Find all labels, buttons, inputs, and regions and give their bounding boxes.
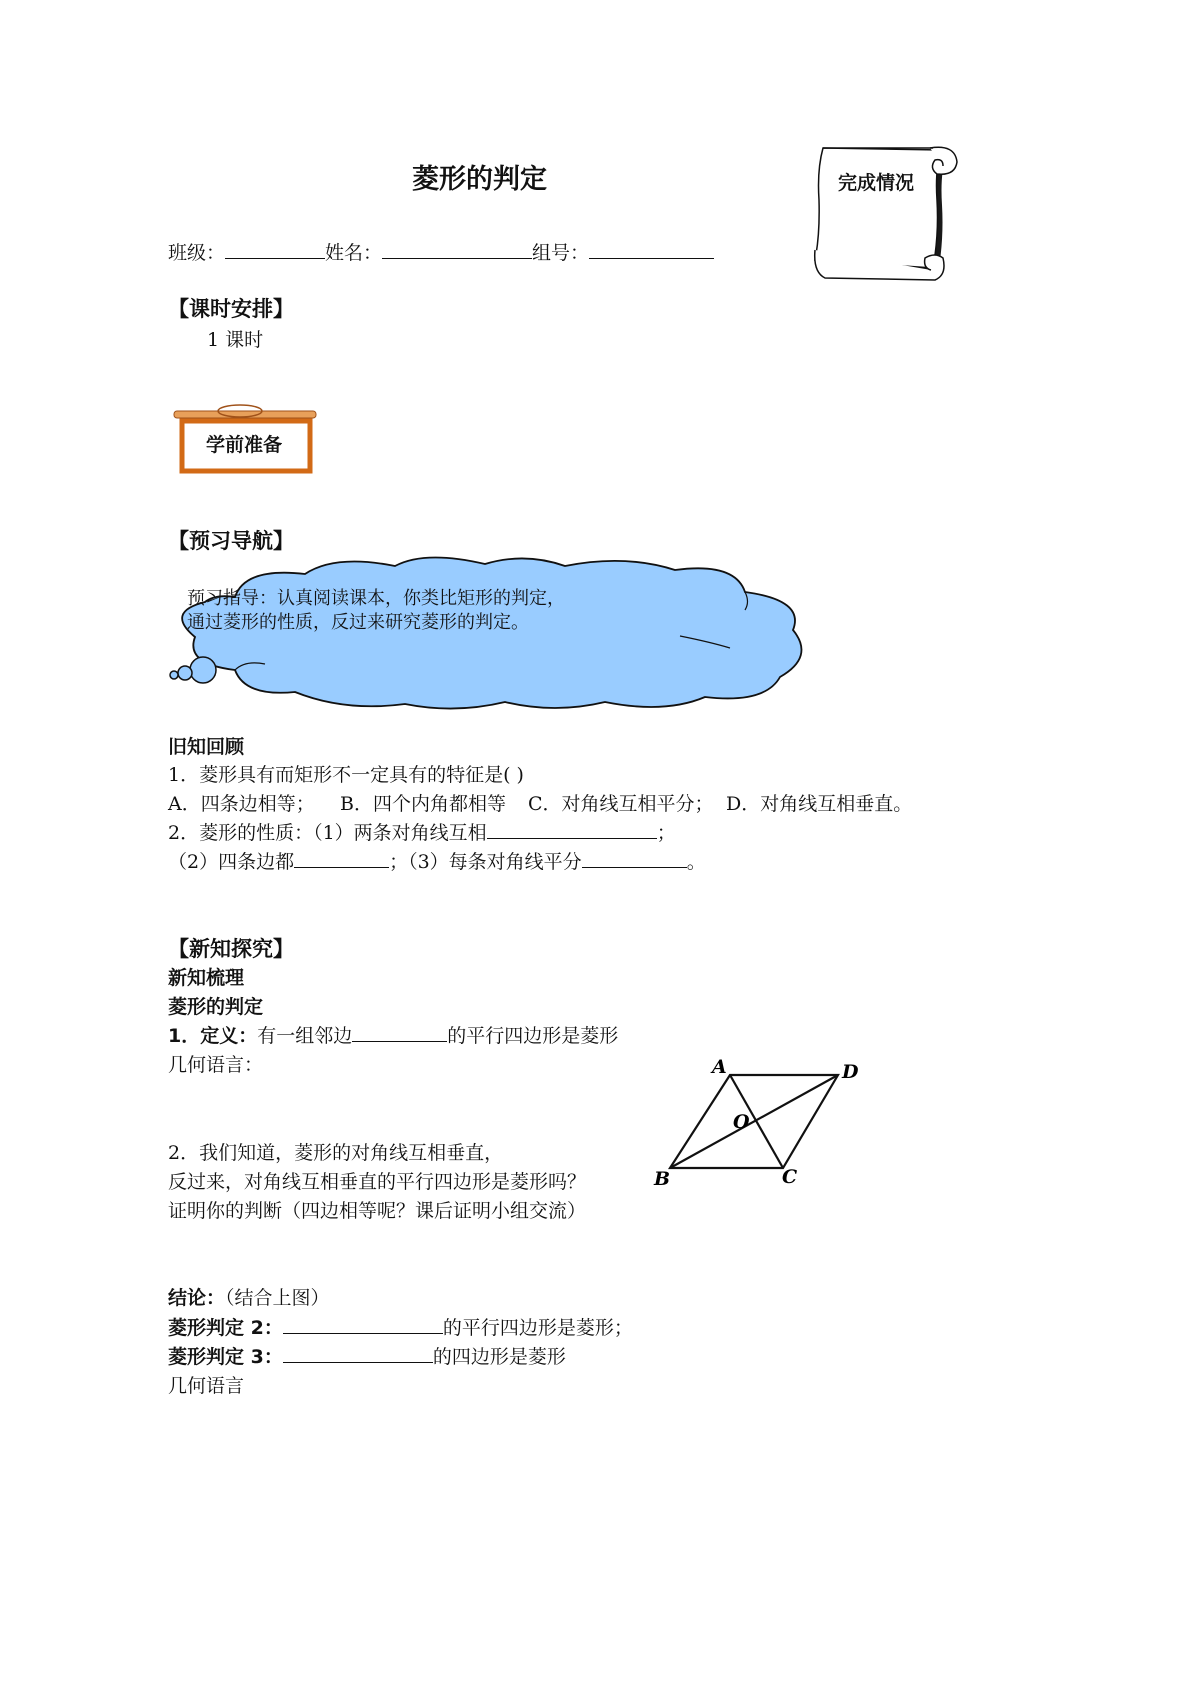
review-q2b-blank-2: [582, 849, 687, 868]
review-option-d: D．对角线互相垂直。: [726, 793, 913, 815]
explore-q2-line3: 证明你的判断（四边相等呢？课后证明小组交流）: [168, 1200, 587, 1222]
review-q2b-end: 。: [686, 851, 706, 873]
prep-banner: [170, 403, 320, 475]
class-label: 班级：: [168, 242, 226, 264]
name-blank: [382, 240, 532, 259]
info-line: [168, 238, 714, 265]
definition-label: 1．定义：: [168, 1025, 258, 1047]
review-q2-prefix: 2．菱形的性质：（1）两条对角线互相: [168, 822, 487, 844]
review-heading: 旧知回顾: [168, 736, 245, 758]
judge3-suffix: 的四边形是菱形: [432, 1346, 566, 1368]
schedule-heading: 【课时安排】: [168, 297, 294, 321]
conclusion-line: [168, 1283, 330, 1310]
geo-language-1: 几何语言：: [168, 1054, 264, 1076]
review-option-c: C．对角线互相平分；: [528, 793, 714, 815]
rhombus-figure: [650, 1055, 865, 1190]
judge2-label: 菱形判定 2：: [168, 1317, 283, 1339]
preview-line-1: 预习指导：认真阅读课本，你类比矩形的判定，: [187, 588, 565, 609]
page-title: 菱形的判定: [412, 164, 547, 195]
review-q2: [168, 818, 676, 845]
class-blank: [225, 240, 325, 259]
review-option-b: B．四个内角都相等: [340, 793, 506, 815]
scroll-icon: [805, 140, 970, 295]
explore-q2-line1: 2．我们知道，菱形的对角线互相垂直，: [168, 1142, 504, 1164]
group-label: 组号：: [532, 242, 590, 264]
preview-cloud: [165, 552, 815, 714]
judge2-suffix: 的平行四边形是菱形；: [442, 1317, 633, 1339]
judge3-blank: [283, 1344, 433, 1363]
conclusion-label: 结论：: [168, 1287, 226, 1309]
vertex-label-c: C: [782, 1166, 798, 1188]
vertex-label-o: O: [733, 1111, 750, 1133]
review-q2-end: ；: [656, 822, 676, 844]
judge3-line: [168, 1342, 566, 1369]
explore-sub2: 菱形的判定: [168, 996, 264, 1018]
prep-banner-label: 学前准备: [206, 434, 283, 456]
explore-sub1: 新知梳理: [168, 967, 245, 989]
judge3-label: 菱形判定 3：: [168, 1346, 283, 1368]
definition-line: [168, 1021, 618, 1048]
definition-prefix: 有一组邻边: [257, 1025, 353, 1047]
conclusion-note: （结合上图）: [225, 1287, 330, 1309]
review-option-a: A．四条边相等；: [168, 793, 315, 815]
preview-heading: 【预习导航】: [168, 529, 294, 553]
group-blank: [589, 240, 714, 259]
explore-heading: 【新知探究】: [168, 937, 294, 961]
explore-q2-line2: 反过来，对角线互相垂直的平行四边形是菱形吗？: [168, 1171, 587, 1193]
review-q2b-mid: ；（3）每条对角线平分: [389, 851, 582, 873]
vertex-label-b: B: [654, 1168, 671, 1190]
review-q2b-blank-1: [294, 849, 389, 868]
schedule-value: 1 课时: [207, 329, 264, 351]
scroll-label: 完成情况: [838, 172, 915, 194]
review-q2b-prefix: （2）四条边都: [168, 851, 295, 873]
name-label: 姓名：: [325, 242, 383, 264]
definition-suffix: 的平行四边形是菱形: [447, 1025, 619, 1047]
judge2-blank: [283, 1315, 443, 1334]
rhombus-diagram: [650, 1055, 865, 1190]
preview-line-2: 通过菱形的性质，反过来研究菱形的判定。: [187, 612, 529, 633]
geo-language-2: 几何语言: [168, 1375, 245, 1397]
definition-blank: [352, 1023, 447, 1042]
review-q2b: [168, 847, 706, 874]
completion-scroll: [805, 140, 970, 295]
review-q2-blank: [487, 820, 657, 839]
review-q1: 1．菱形具有而矩形不一定具有的特征是( ): [168, 764, 524, 786]
vertex-label-d: D: [842, 1061, 859, 1083]
vertex-label-a: A: [712, 1056, 727, 1078]
judge2-line: [168, 1313, 633, 1340]
